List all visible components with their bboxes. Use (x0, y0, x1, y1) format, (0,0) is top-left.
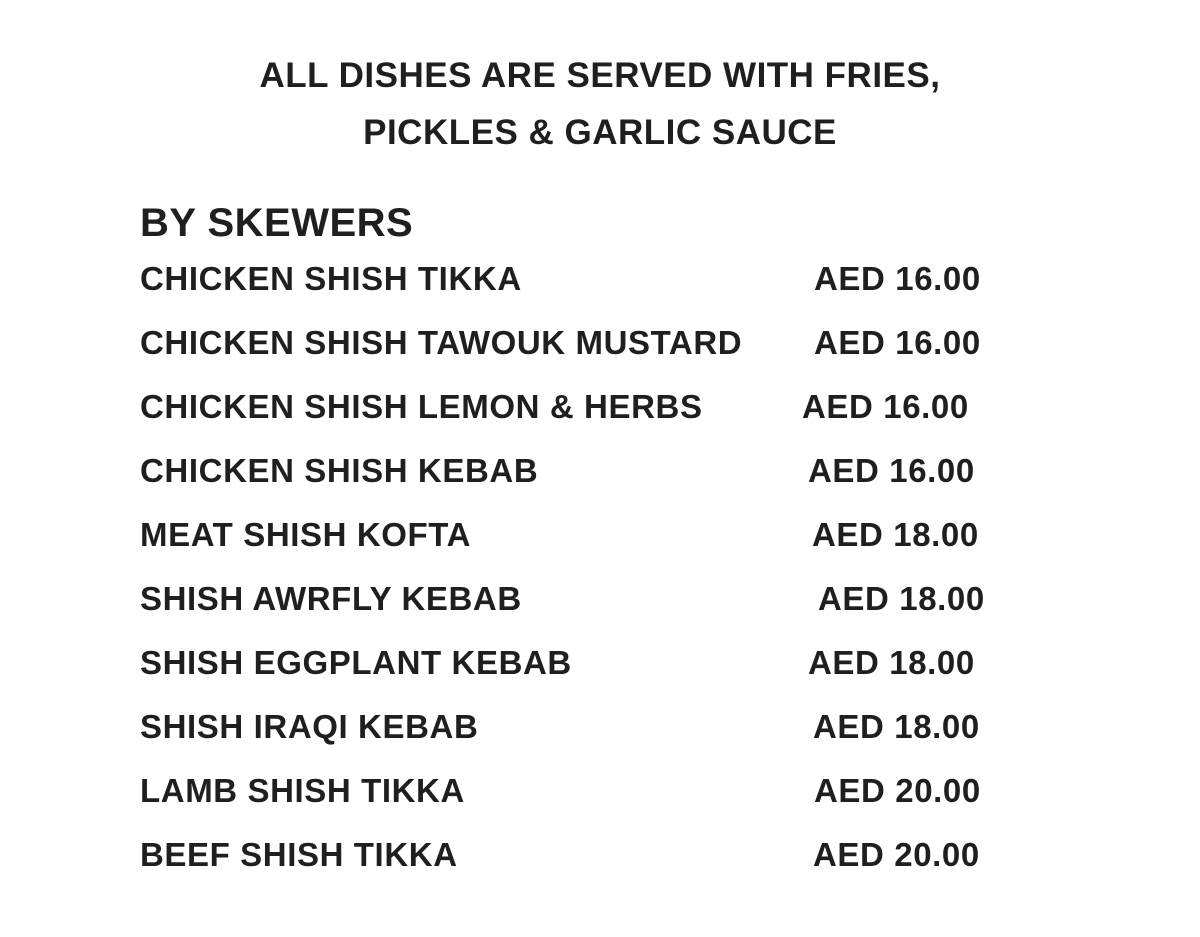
dish-name: CHICKEN SHISH LEMON & HERBS (140, 388, 703, 425)
menu-item (0, 451, 1200, 491)
menu-item (0, 835, 1200, 875)
menu-item (0, 515, 1200, 555)
dish-price: AED 18.00 (813, 708, 980, 745)
dish-price: AED 16.00 (802, 388, 969, 425)
dish-price: AED 20.00 (814, 772, 981, 809)
dish-price: AED 20.00 (813, 836, 980, 873)
dish-name: MEAT SHISH KOFTA (140, 516, 472, 553)
dish-price: AED 18.00 (808, 644, 975, 681)
dish-name: LAMB SHISH TIKKA (140, 772, 465, 809)
dish-name: CHICKEN SHISH TAWOUK MUSTARD (140, 324, 743, 361)
menu-item (0, 579, 1200, 619)
menu-item (0, 323, 1200, 363)
dish-price: AED 18.00 (812, 516, 979, 553)
dish-price: AED 18.00 (818, 580, 985, 617)
dish-name: SHISH IRAQI KEBAB (140, 708, 479, 745)
menu-item (0, 387, 1200, 427)
dish-name: SHISH AWRFLY KEBAB (140, 580, 522, 617)
section-title: BY SKEWERS (140, 201, 414, 245)
menu-item (0, 259, 1200, 299)
served-with-notice-line-2: PICKLES & GARLIC SAUCE (363, 113, 837, 152)
dish-name: CHICKEN SHISH TIKKA (140, 260, 522, 297)
dish-name: CHICKEN SHISH KEBAB (140, 452, 539, 489)
dish-name: SHISH EGGPLANT KEBAB (140, 644, 572, 681)
served-with-notice-line-1: ALL DISHES ARE SERVED WITH FRIES, (259, 56, 941, 95)
dish-price: AED 16.00 (814, 324, 981, 361)
menu-item (0, 707, 1200, 747)
dish-price: AED 16.00 (808, 452, 975, 489)
dish-name: BEEF SHISH TIKKA (140, 836, 458, 873)
menu-item (0, 643, 1200, 683)
dish-price: AED 16.00 (814, 260, 981, 297)
menu-item (0, 771, 1200, 811)
